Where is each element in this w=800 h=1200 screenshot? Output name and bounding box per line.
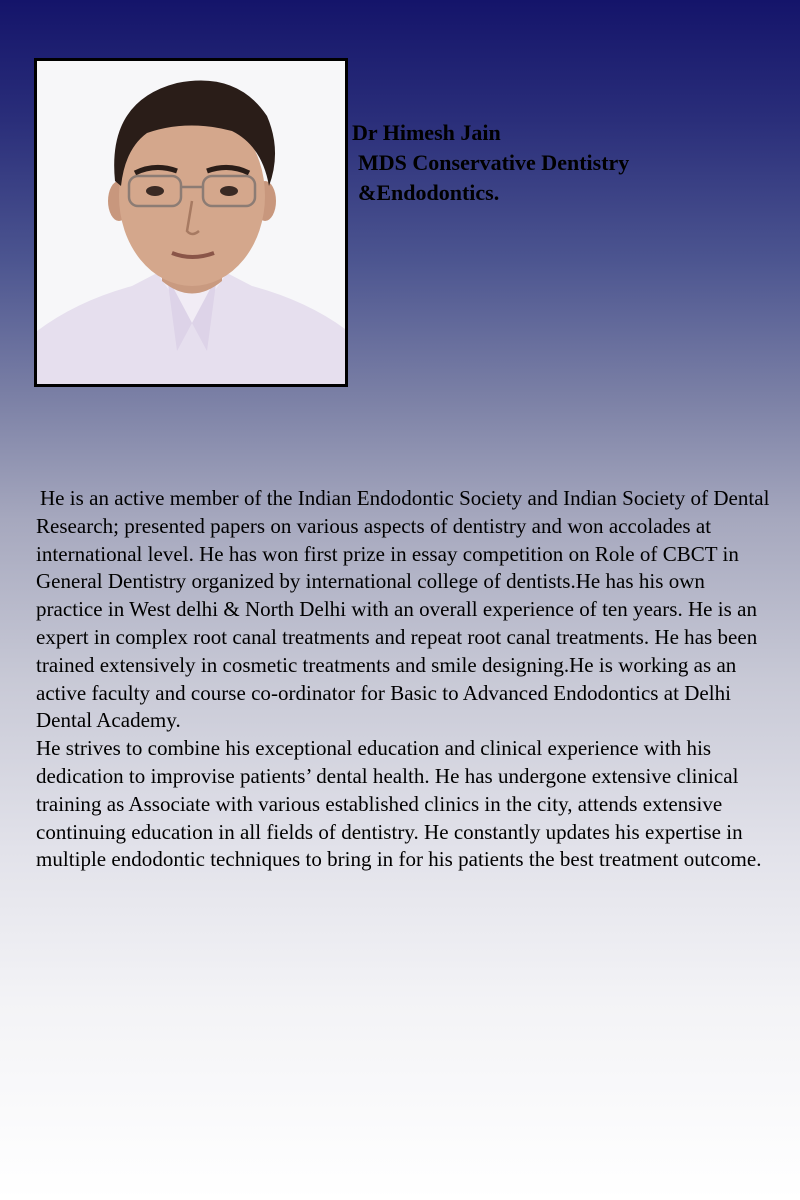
portrait-photo-icon bbox=[37, 61, 345, 384]
doctor-name: Dr Himesh Jain bbox=[352, 120, 501, 145]
doctor-qualification: MDS Conservative Dentistry bbox=[358, 150, 630, 175]
doctor-heading bbox=[352, 118, 629, 208]
bio-paragraph-2: He strives to combine his exceptional education and clinical experience with his dedication to improvise patients’ dental health. He has undergone extensive clinical training as Associate with various established clinics in the city, attends extensive continuing education in all fields of dentistry. He constantly updates his expertise in multiple endodontic techniques to bring in for his patients the best treatment outcome. bbox=[36, 736, 762, 872]
doctor-bio bbox=[36, 485, 771, 874]
doctor-specialty: &Endodontics. bbox=[358, 180, 500, 205]
profile-photo bbox=[34, 58, 348, 387]
bio-paragraph-1: He is an active member of the Indian Endodontic Society and Indian Society of Dental Research; presented papers on various aspects of dentistry and won accolades at international level. He has won first prize in essay competition on Role of CBCT in General Dentistry organized by international college of dentists.He has his own practice in West delhi & North Delhi with an overall experience of ten years. He is an expert in complex root canal treatments and repeat root canal treatments. He has been trained extensively in cosmetic treatments and smile designing.He is working as an active faculty and course co-ordinator for Basic to Advanced Endodontics at Delhi Dental Academy. bbox=[36, 486, 770, 733]
